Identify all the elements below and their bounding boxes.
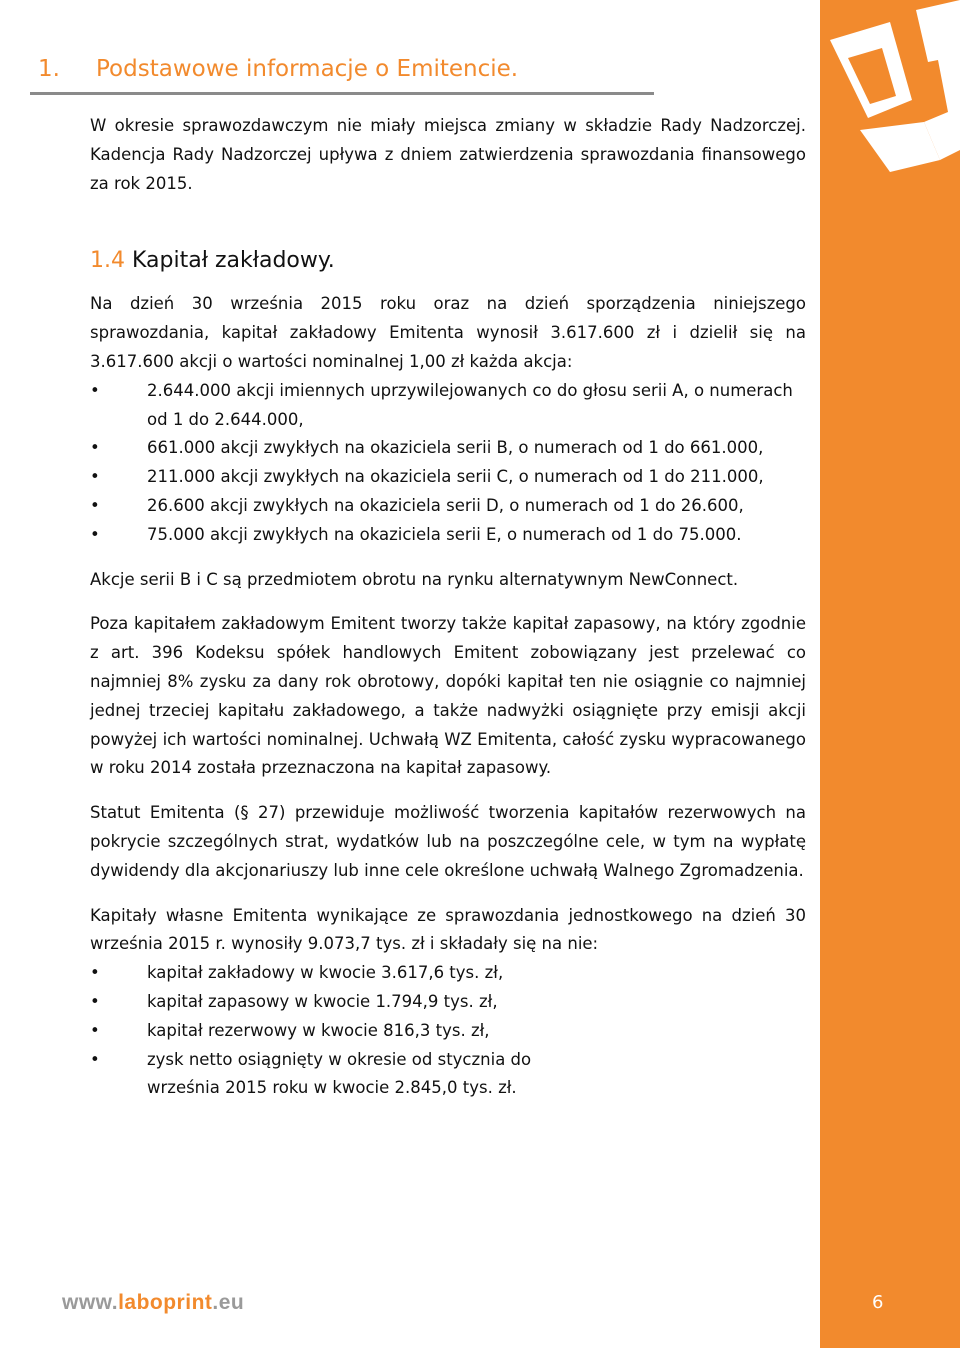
list-item: • 661.000 akcji zwykłych na okaziciela serii B, o numerach od 1 do 661.000, <box>90 434 806 463</box>
list-item: • kapitał zakładowy w kwocie 3.617,6 tys. zł, <box>90 959 806 988</box>
section-heading <box>90 246 806 276</box>
list-item: • kapitał zapasowy w kwocie 1.794,9 tys. zł, <box>90 988 806 1017</box>
list-item: • 26.600 akcji zwykłych na okaziciela serii D, o numerach od 1 do 26.600, <box>90 492 806 521</box>
bullet-icon: • <box>90 1020 100 1040</box>
list-item: • 2.644.000 akcji imiennych uprzywilejowanych co do głosu serii A, o numerach od 1 do 2.644.000, <box>90 377 806 435</box>
footer-website[interactable]: www.laboprint.eu <box>62 1291 245 1314</box>
heading-underline <box>30 92 654 95</box>
bullet-icon: • <box>90 524 100 544</box>
reserve-capital-paragraph: Poza kapitałem zakładowym Emitent tworzy także kapitał zapasowy, na który zgodnie z art. 396 Kodeksu spółek handlowych Emitent zobowiązany jest przelewać co najmniej 8% zysku za dany rok obrotowy, dopóki kapitał ten nie osiągnie co najmniej jednej trzeciej kapitału zakładowego, a także nadwyżki osiągnięte przy emisji akcji powyżej ich wartości nominalnej. Uchwałą WZ Emitenta, całość zysku wypracowanego w roku 2014 została przeznaczona na kapitał zapasowy. <box>90 614 806 778</box>
list-item: • kapitał rezerwowy w kwocie 816,3 tys. zł, <box>90 1017 806 1046</box>
bullet-icon: • <box>90 991 100 1011</box>
bullet-icon: • <box>90 380 100 400</box>
bullet-icon: • <box>90 495 100 515</box>
laboprint-logo-icon <box>820 0 960 190</box>
orange-side-bar <box>820 0 960 1348</box>
bullet-icon: • <box>90 1049 100 1069</box>
bullet-icon: • <box>90 467 100 487</box>
heading-title: Podstawowe informacje o Emitencie. <box>96 56 519 82</box>
section-title: Kapitał zakładowy. <box>132 248 335 274</box>
list-item: • 211.000 akcji zwykłych na okaziciela serii C, o numerach od 1 do 211.000, <box>90 463 806 492</box>
bullet-icon: • <box>90 963 100 983</box>
equity-intro-paragraph: Kapitały własne Emitenta wynikające ze sprawozdania jednostkowego na dzień 30 września 2015 r. wynosiły 9.073,7 tys. zł i składały się na nie: <box>90 905 806 954</box>
capital-intro-paragraph: Na dzień 30 września 2015 roku oraz na dzień sporządzenia niniejszego sprawozdania, kapitał zakładowy Emitenta wynosił 3.617.600 zł i dzielił się na 3.617.600 akcji o wartości nominalnej 1,00 zł każda akcja: <box>90 294 806 371</box>
page-heading <box>38 56 518 82</box>
section-number: 1.4 <box>90 248 125 274</box>
newconnect-paragraph: Akcje serii B i C są przedmiotem obrotu na rynku alternatywnym NewConnect. <box>90 569 739 589</box>
page-number: 6 <box>872 1292 884 1313</box>
bullet-icon: • <box>90 438 100 458</box>
equity-items-list <box>90 959 806 1103</box>
intro-paragraph: W okresie sprawozdawczym nie miały miejsca zmiany w składzie Rady Nadzorczej. Kadencja Rady Nadzorczej upływa z dniem zatwierdzenia sprawozdania finansowego za rok 2015. <box>90 116 806 193</box>
list-item: • 75.000 akcji zwykłych na okaziciela serii E, o numerach od 1 do 75.000. <box>90 521 806 550</box>
heading-number: 1. <box>38 56 60 82</box>
list-item: • zysk netto osiągnięty w okresie od stycznia do września 2015 roku w kwocie 2.845,0 tys. zł. <box>90 1046 806 1104</box>
statute-paragraph: Statut Emitenta (§ 27) przewiduje możliwość tworzenia kapitałów rezerwowych na pokrycie szczególnych strat, wydatków lub na poszczególne cele, w tym na wypłatę dywidendy dla akcjonariuszy lub inne cele określone uchwałą Walnego Zgromadzenia. <box>90 803 806 880</box>
document-body <box>90 112 806 1103</box>
share-series-list <box>90 377 806 550</box>
